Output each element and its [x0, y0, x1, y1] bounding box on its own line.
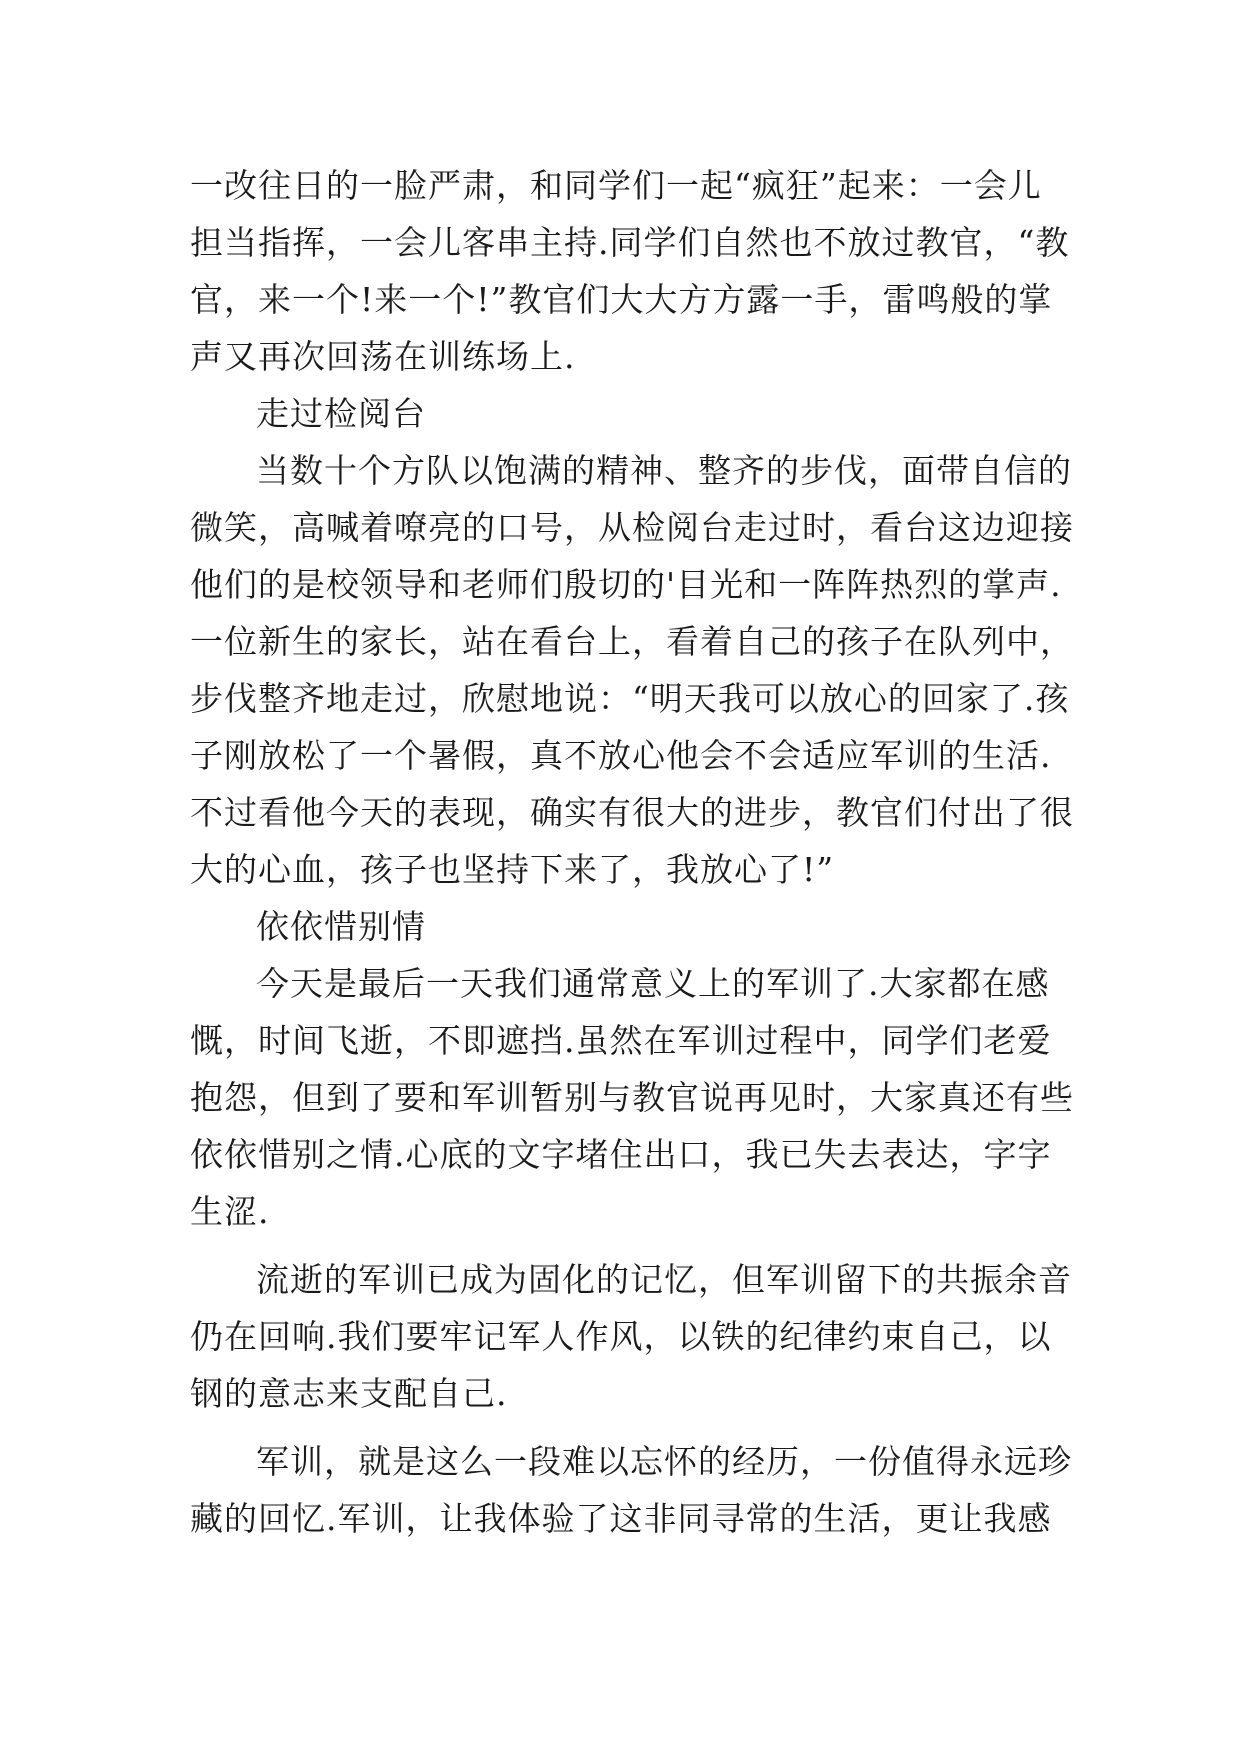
text-line: 步伐整齐地走过，欣慰地说：“明天我可以放心的回家了.孩 — [190, 679, 1070, 718]
text-line: 生涩. — [190, 1192, 270, 1231]
text-line: 他们的是校领导和老师们殷切的'目光和一阵阵热烈的掌声. — [190, 565, 1062, 604]
text-line: 钢的意志来支配自己. — [190, 1374, 508, 1413]
text-line: 流逝的军训已成为固化的记忆，但军训留下的共振余音 — [256, 1260, 1072, 1299]
text-line: 一改往日的一脸严肃，和同学们一起“疯狂”起来：一会儿 — [190, 166, 1042, 205]
section-heading: 依依惜别情 — [256, 907, 426, 946]
text-line: 当数十个方队以饱满的精神、整齐的步伐，面带自信的 — [256, 451, 1072, 490]
text-line: 依依惜别之情.心底的文字堵住出口，我已失去表达，字字 — [190, 1135, 1052, 1174]
text-line: 子刚放松了一个暑假，真不放心他会不会适应军训的生活. — [190, 736, 1052, 775]
text-line: 微笑，高喊着嘹亮的口号，从检阅台走过时，看台这边迎接 — [190, 508, 1074, 547]
text-line: 大的心血，孩子也坚持下来了，我放心了!” — [190, 850, 835, 889]
text-line: 声又再次回荡在训练场上. — [190, 337, 576, 376]
section-heading: 走过检阅台 — [256, 394, 426, 433]
text-line: 官，来一个!来一个!”教官们大大方方露一手，雷鸣般的掌 — [190, 280, 1053, 319]
text-line: 不过看他今天的表现，确实有很大的进步，教官们付出了很 — [190, 793, 1074, 832]
text-line: 担当指挥，一会儿客串主持.同学们自然也不放过教官，“教 — [190, 223, 1070, 262]
text-line: 仍在回响.我们要牢记军人作风，以铁的纪律约束自己，以 — [190, 1317, 1052, 1356]
text-line: 今天是最后一天我们通常意义上的军训了.大家都在感 — [256, 964, 1050, 1003]
text-line: 一位新生的家长，站在看台上，看着自己的孩子在队列中， — [190, 622, 1074, 661]
text-line: 藏的回忆.军训，让我体验了这非同寻常的生活，更让我感 — [190, 1499, 1052, 1538]
text-line: 慨，时间飞逝，不即遮挡.虽然在军训过程中，同学们老爱 — [190, 1021, 1052, 1060]
text-line: 军训，就是这么一段难以忘怀的经历，一份值得永远珍 — [256, 1442, 1072, 1481]
text-line: 抱怨，但到了要和军训暂别与教官说再见时，大家真还有些 — [190, 1078, 1074, 1117]
